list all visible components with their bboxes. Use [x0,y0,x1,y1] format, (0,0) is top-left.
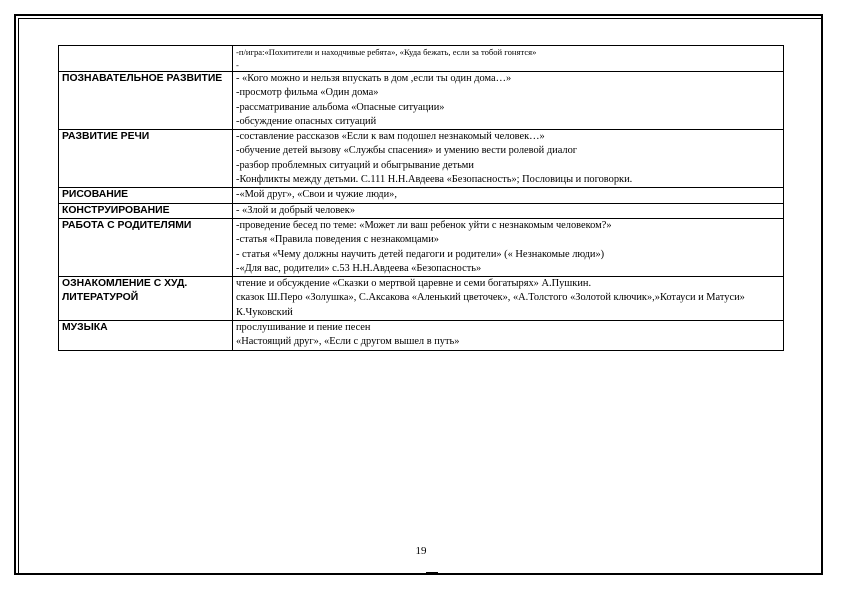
content-line: -составление рассказов «Если к вам подошел незнакомый человек…» [236,131,545,143]
content-line: - статья «Чему должны научить детей педагоги и родители» (« Незнакомые люди») [236,248,605,260]
content-cell [233,188,784,203]
content-cell [233,46,784,72]
content-cell [233,277,784,321]
area-cell: МУЗЫКА [59,321,233,351]
area-cell: РАБОТА С РОДИТЕЛЯМИ [59,218,233,276]
content-cell [233,321,784,351]
content-line: - [236,59,239,70]
content-line: -проведение бесед по теме: «Может ли ваш ребенок уйти с незнакомым человеком?» [236,219,612,231]
area-cell: РИСОВАНИЕ [59,188,233,203]
content-line: - «Злой и добрый человек» [236,204,356,216]
area-cell: КОНСТРУИРОВАНИЕ [59,203,233,218]
table-row [59,130,784,188]
table-row [59,72,784,130]
table-row [59,277,784,321]
content-cell [233,130,784,188]
area-cell: ПОЗНАВАТЕЛЬНОЕ РАЗВИТИЕ [59,72,233,130]
content-line: сказок Ш.Перо «Золушка», С.Аксакова «Аленький цветочек», «А.Толстого «Золотой ключик»,»Котауси и Матуси» К.Чуковский [236,292,745,318]
table-row [59,321,784,351]
content-line: - «Кого можно и нельзя впускать в дом ,если ты один дома…» [236,73,512,84]
content-cell [233,218,784,276]
content-line: «Настоящий друг», «Если с другом вышел в путь» [236,336,460,348]
area-cell: РАЗВИТИЕ РЕЧИ [59,130,233,188]
content-line: -п/игра:«Похитители и находчивые ребята», «Куда бежать, если за тобой гонятся» [236,47,537,57]
content-line: -Конфликты между детьми. С.111 Н.Н.Авдеева «Безопасность»; Пословицы и поговорки. [236,174,633,186]
area-cell [59,46,233,72]
activity-plan-table [58,45,784,351]
table-row [59,218,784,276]
content-line: чтение и обсуждение «Сказки о мертвой царевне и семи богатырях» А.Пушкин. [236,278,592,290]
page-footer-mark [426,572,438,575]
content-line: -«Для вас, родители» с.53 Н.Н.Авдеева «Безопасность» [236,262,482,274]
area-cell: ОЗНАКОМЛЕНИЕ С ХУД. ЛИТЕРАТУРОЙ [59,277,233,321]
content-line: -статья «Правила поведения с незнакомцами» [236,234,439,246]
content-line: -просмотр фильма «Один дома» [236,87,379,99]
table-row [59,46,784,72]
content-line: -обсуждение опасных ситуаций [236,115,377,127]
content-line: -рассматривание альбома «Опасные ситуации» [236,101,445,113]
table-row [59,203,784,218]
content-line: -разбор проблемных ситуаций и обыгрывание детьми [236,159,474,171]
content-cell [233,203,784,218]
table-row [59,188,784,203]
content-cell [233,72,784,130]
content-line: прослушивание и пение песен [236,322,371,334]
content-line: -обучение детей вызову «Службы спасения» и умению вести ролевой диалог [236,145,578,157]
page-number: 19 [415,545,427,557]
content-line: -«Мой друг», «Свои и чужие люди», [236,189,397,201]
